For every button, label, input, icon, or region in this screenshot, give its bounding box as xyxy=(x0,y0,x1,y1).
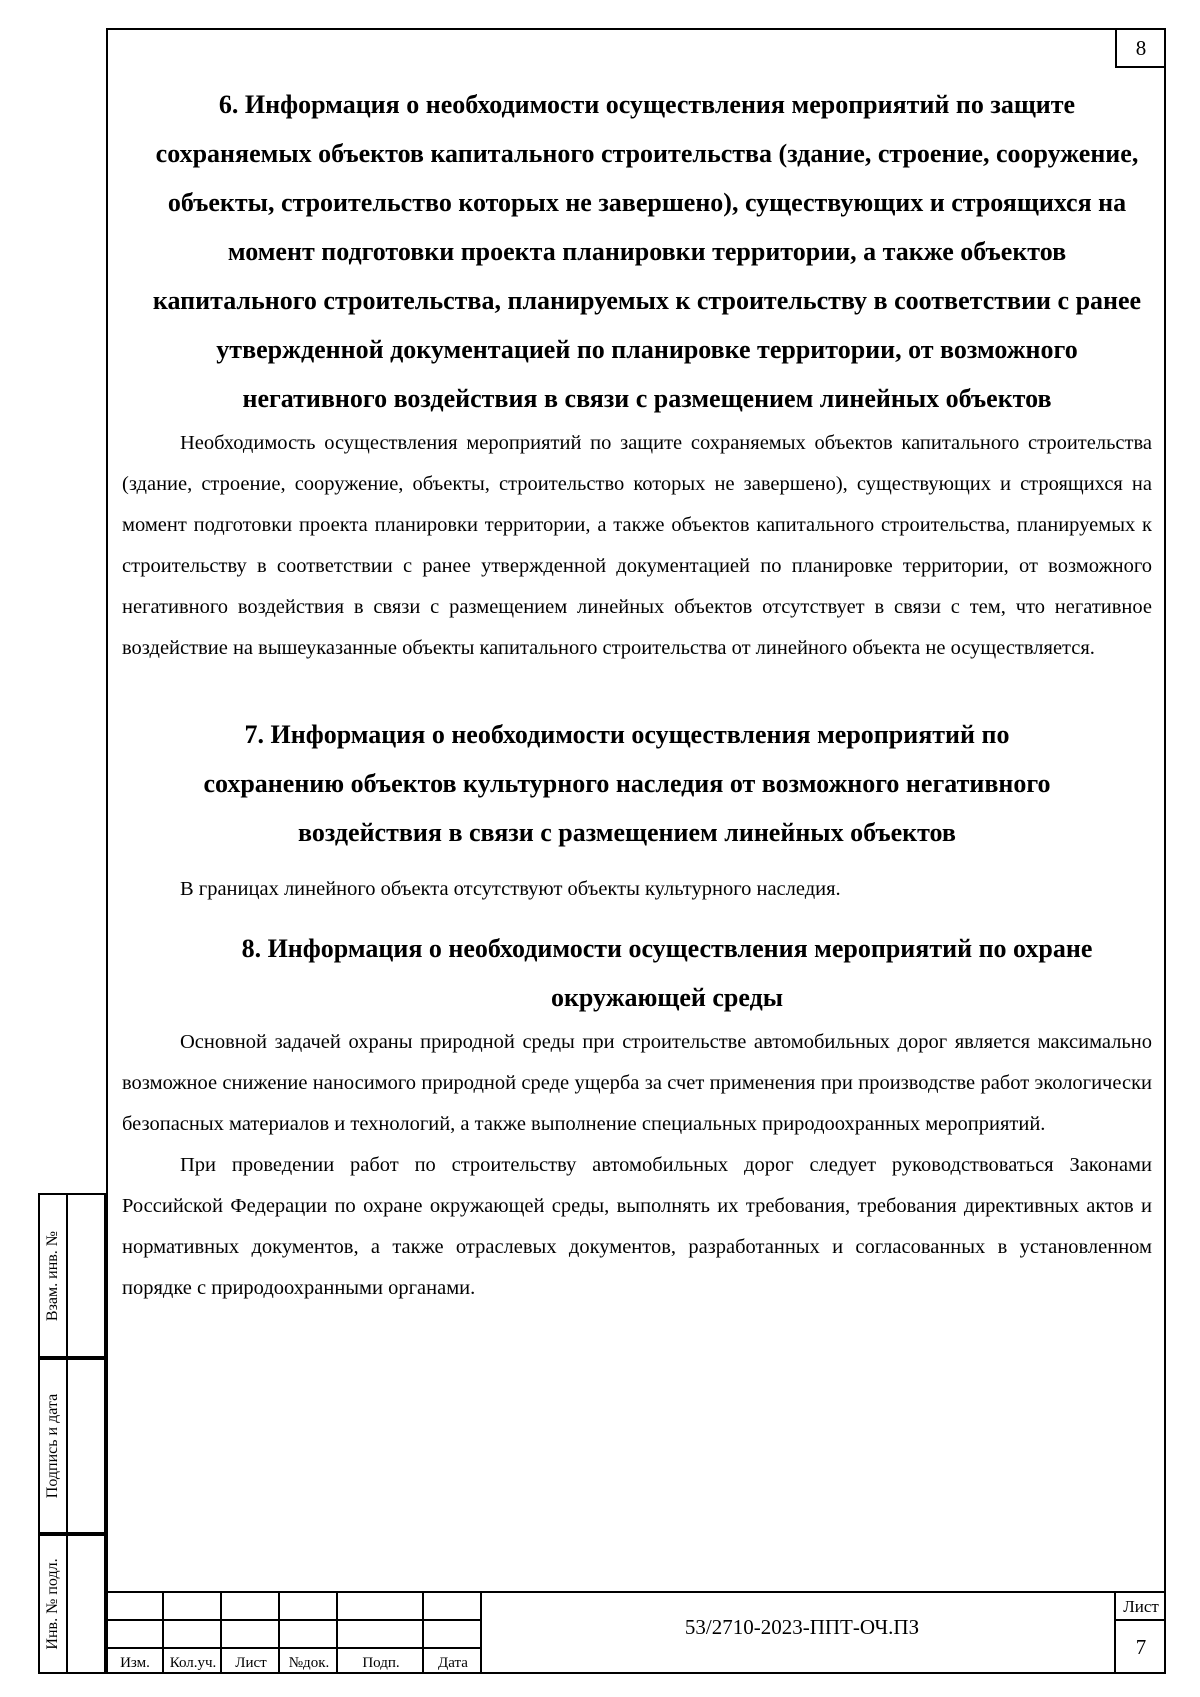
section-8-paragraph-1: Основной задачей охраны природной среды при строительстве автомобильных дорог является максимально возможное снижение наносимого природной среде ущерба за счет применения при производстве работ экологически безопасных материалов и технологий, а также выполнение специальных природоохранных мероприятий. xyxy=(122,1031,1152,1135)
section-6-title: 6. Информация о необходимости осуществления мероприятий по защите сохраняемых объектов капитального строительства (здание, строение, сооружение, объекты, строительство которых не завершено), существующих и строящихся на момент подготовки проекта планировки территории, а также объектов капитального строительства, планируемых к строительству в соответствии с ранее утвержденной документацией по планировке территории, от возможного негативного воздействия в связи с размещением линейных объектов xyxy=(152,90,1142,413)
section-6-paragraph: Необходимость осуществления мероприятий по защите сохраняемых объектов капитального строительства (здание, строение, сооружение, объекты, строительство которых не завершено), существующих и строящихся на момент подготовки проекта планировки территории, а также объектов капитального строительства, планируемых к строительству в соответствии с ранее утвержденной документацией по планировке территории, от возможного негативного воздействия в связи с размещением линейных объектов отсутствует в связи с тем, что негативное воздействие на вышеуказанные объекты капитального строительства от линейного объекта не осуществляется. xyxy=(122,432,1152,659)
side-block-inv-original xyxy=(38,1534,106,1674)
section-8-title: 8. Информация о необходимости осуществления мероприятий по охране окружающей среды xyxy=(241,934,1093,1012)
side-label-sign-date: Подпись и дата xyxy=(44,1393,61,1499)
sheet-label: Лист xyxy=(1116,1593,1166,1621)
stamp-header-list: Лист xyxy=(235,1655,267,1671)
title-block xyxy=(106,1591,1166,1674)
side-block-inv-replace xyxy=(38,1193,106,1358)
section-7-paragraph: В границах линейного объекта отсутствуют объекты культурного наследия. xyxy=(180,878,841,900)
sheet-number: 7 xyxy=(1135,1635,1147,1659)
stamp-header-izm: Изм. xyxy=(120,1655,150,1671)
section-8-paragraph-2: При проведении работ по строительству автомобильных дорог следует руководствоваться Законами Российской Федерации по охране окружающей среды, выполнять их требования, требования директивных актов и нормативных документов, а также отраслевых документов, разработанных и согласованных в установленном порядке с природоохранными органами. xyxy=(122,1154,1152,1299)
document-body xyxy=(122,80,1152,1309)
stamp-header-data: Дата xyxy=(438,1655,468,1671)
side-label-inv-original: Инв. № подл. xyxy=(44,1558,61,1650)
stamp-header-kol-uch: Кол.уч. xyxy=(169,1655,217,1671)
stamp-header-ndok: №док. xyxy=(288,1655,330,1671)
stamp-header-podp: Подп. xyxy=(362,1655,400,1671)
document-code: 53/2710-2023-ППТ-ОЧ.ПЗ xyxy=(684,1615,920,1639)
side-block-sign-date xyxy=(38,1358,106,1534)
section-7-title: 7. Информация о необходимости осуществления мероприятий по сохранению объектов культурного наследия от возможного негативного воздействия в связи с размещением линейных объектов xyxy=(203,720,1051,847)
side-label-inv-replace: Взам. инв. № xyxy=(44,1230,61,1321)
sheet-box xyxy=(1114,1593,1166,1674)
page-number: 8 xyxy=(1115,30,1165,68)
